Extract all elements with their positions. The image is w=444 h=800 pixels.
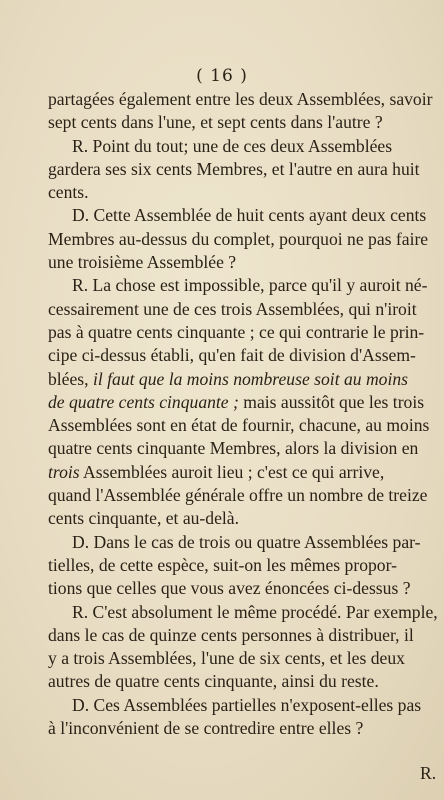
- text-line: [48, 111, 444, 134]
- text-line: [48, 204, 444, 227]
- text-line: [48, 158, 444, 181]
- line-text: cessairement une de ces trois Assemblées, qui n'iroit: [48, 298, 417, 319]
- line-text: quand l'Assemblée générale offre un nombre de treize: [48, 485, 428, 506]
- text-line: [48, 135, 444, 158]
- line-text: à l'inconvénient de se contredire entre elles ?: [48, 718, 364, 739]
- text-line: [48, 507, 444, 530]
- line-text: tions que celles que vous avez énoncées ci-dessus ?: [48, 578, 411, 599]
- line-text: gardera ses six cents Membres, et l'autre en aura huit: [48, 158, 420, 179]
- text-line: [48, 274, 444, 297]
- line-text: tielles, de cette espèce, suit-on les mêmes propor-: [48, 554, 397, 575]
- text-line: [48, 437, 444, 460]
- line-text: cipe ci-dessus établi, qu'en fait de division d'Assem-: [48, 345, 416, 366]
- text-line: [48, 321, 444, 344]
- page-number: ( 16 ): [196, 66, 248, 86]
- text-line: [48, 368, 444, 391]
- text-line: [48, 531, 444, 554]
- text-line: [48, 251, 444, 274]
- line-text: Membres au-dessus du complet, pourquoi ne pas faire: [48, 228, 429, 249]
- italic-text: de quatre cents cinquante ;: [48, 391, 239, 412]
- text-line: [48, 624, 444, 647]
- line-text: sept cents dans l'une, et sept cents dans l'autre ?: [48, 112, 383, 133]
- line-text: quatre cents cinquante Membres, alors la division en: [48, 438, 419, 459]
- line-text: pas à quatre cents cinquante ; ce qui contrarie le prin-: [48, 321, 425, 342]
- text-line: [48, 344, 444, 367]
- line-text: dans le cas de quinze cents personnes à distribuer, il: [48, 624, 414, 645]
- line-text: Assemblées sont en état de fournir, chacune, au moins: [48, 415, 430, 436]
- text-line: [48, 694, 444, 717]
- italic-text: trois: [48, 461, 80, 482]
- text-line: [48, 577, 444, 600]
- text-line: [48, 670, 444, 693]
- text-line: [48, 461, 444, 484]
- line-text: D. Cette Assemblée de huit cents ayant deux cents: [72, 205, 427, 226]
- line-text: cents cinquante, et au-delà.: [48, 508, 239, 529]
- text-line: [48, 414, 444, 437]
- text-line: [48, 554, 444, 577]
- text-line: [48, 391, 444, 414]
- line-text: cents.: [48, 182, 89, 203]
- line-text: autres de quatre cents cinquante, ainsi du reste.: [48, 671, 379, 692]
- line-text: y a trois Assemblées, l'une de six cents, et les deux: [48, 648, 405, 669]
- text-line: [48, 181, 444, 204]
- italic-text: il faut que la moins nombreuse soit au moins: [92, 368, 409, 389]
- text-line: [48, 601, 444, 624]
- text-line: [48, 228, 444, 251]
- line-text: une troisième Assemblée ?: [48, 252, 237, 273]
- line-text: mais aussitôt que les trois: [238, 391, 425, 412]
- line-text: R. Point du tout; une de ces deux Assemblées: [72, 135, 393, 156]
- line-text: Assemblées auroit lieu ; c'est ce qui arrive,: [79, 461, 385, 482]
- line-text: partagées également entre les deux Assemblées, savoir: [48, 89, 433, 109]
- text-line: [48, 647, 444, 670]
- line-text: R. La chose est impossible, parce qu'il y auroit né-: [72, 275, 428, 296]
- text-line: [48, 717, 444, 740]
- catchword: R.: [420, 763, 437, 783]
- line-text: D. Dans le cas de trois ou quatre Assemblées par-: [72, 531, 421, 552]
- line-text: blées,: [48, 368, 93, 389]
- text-line: [48, 484, 444, 507]
- line-text: D. Ces Assemblées partielles n'exposent-elles pas: [72, 694, 422, 715]
- text-line: [48, 88, 444, 111]
- line-text: R. C'est absolument le même procédé. Par exemple,: [72, 601, 438, 622]
- text-line: [48, 298, 444, 321]
- body-text: [48, 88, 444, 740]
